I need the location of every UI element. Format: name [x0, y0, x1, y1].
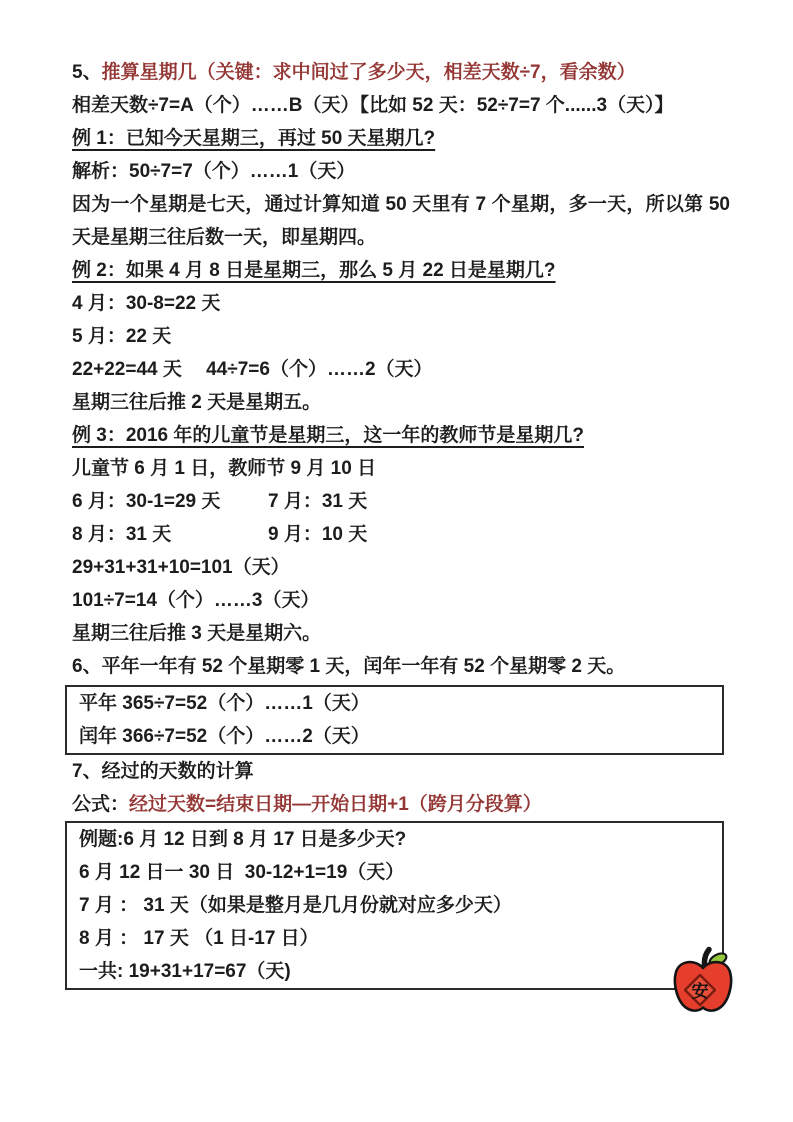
- example-2-april: 4 月：30-8=22 天: [72, 293, 221, 314]
- point-7-formula: [72, 788, 730, 821]
- example-3-dates: 儿童节 6 月 1 日，教师节 9 月 10 日: [72, 458, 377, 479]
- example-2-answer: 星期三往后推 2 天是星期五。: [72, 392, 322, 413]
- point-7-heading: 7、经过的天数的计算: [72, 761, 254, 782]
- heading-5-title: 推算星期几（关键：求中间过了多少天，相差天数÷7，看余数）: [101, 62, 636, 83]
- point-6-statement: 6、平年一年有 52 个星期零 1 天，闰年一年有 52 个星期零 2 天。: [72, 656, 626, 677]
- example-1-solution: 解析：50÷7=7（个）……1（天）: [72, 161, 356, 182]
- formula-text: 经过天数=结束日期—开始日期+1（跨月分段算）: [129, 794, 542, 815]
- elapsed-july: 7 月 ： 31 天（如果是整月是几月份就对应多少天）: [79, 895, 512, 916]
- year-week-box: [65, 685, 724, 755]
- example-3-division: 101÷7=14（个）……3（天）: [72, 590, 320, 611]
- september-days: 9 月：10 天: [268, 524, 368, 545]
- example-3-june-july: [72, 485, 730, 518]
- elapsed-june: 6 月 12 日一 30 日 30-12+1=19（天）: [79, 862, 405, 883]
- example-3-sum: 29+31+31+10=101（天）: [72, 557, 290, 578]
- example-3-heading: 例 3：2016 年的儿童节是星期三，这一年的教师节是星期几?: [72, 425, 584, 446]
- elapsed-august: 8 月 ： 17 天 （1 日-17 日）: [79, 928, 319, 949]
- apple-seal-character: 安: [691, 982, 709, 1001]
- week-formula-line: 相差天数÷7=A（个）……B（天）【比如 52 天：52÷7=7 个......3（天）】: [72, 95, 674, 116]
- example-3-aug-sep: [72, 518, 730, 551]
- common-year-line: 平年 365÷7=52（个）……1（天）: [79, 693, 370, 714]
- august-days: 8 月：31 天: [72, 524, 172, 545]
- elapsed-total: 一共: 19+31+17=67（天): [79, 961, 291, 982]
- july-days: 7 月：31 天: [268, 491, 368, 512]
- apple-seal-icon: [672, 946, 734, 1016]
- notes-content: [72, 56, 730, 990]
- heading-5-number: 5、: [72, 62, 102, 83]
- example-2-may: 5 月：22 天: [72, 326, 172, 347]
- example-1-explain-line-1: 因为一个星期是七天，通过计算知道 50 天里有 7 个星期，多一天，所以第 50: [72, 194, 730, 215]
- example-2-calc: 22+22=44 天 44÷7=6（个）……2（天）: [72, 359, 433, 380]
- example-2-heading: 例 2：如果 4 月 8 日是星期三，那么 5 月 22 日是星期几?: [72, 260, 556, 281]
- june-days: 6 月：30-1=29 天: [72, 491, 221, 512]
- elapsed-days-example-box: [65, 821, 724, 990]
- example-1-explain-line-2: 天是星期三往后数一天，即星期四。: [72, 227, 377, 248]
- example-3-answer: 星期三往后推 3 天是星期六。: [72, 623, 322, 644]
- heading-section-5: [72, 56, 730, 89]
- formula-label: 公式：: [72, 794, 130, 815]
- elapsed-question: 例题:6 月 12 日到 8 月 17 日是多少天?: [79, 829, 407, 850]
- example-1-heading: 例 1：已知今天星期三，再过 50 天星期几?: [72, 128, 436, 149]
- leap-year-line: 闰年 366÷7=52（个）……2（天）: [79, 726, 370, 747]
